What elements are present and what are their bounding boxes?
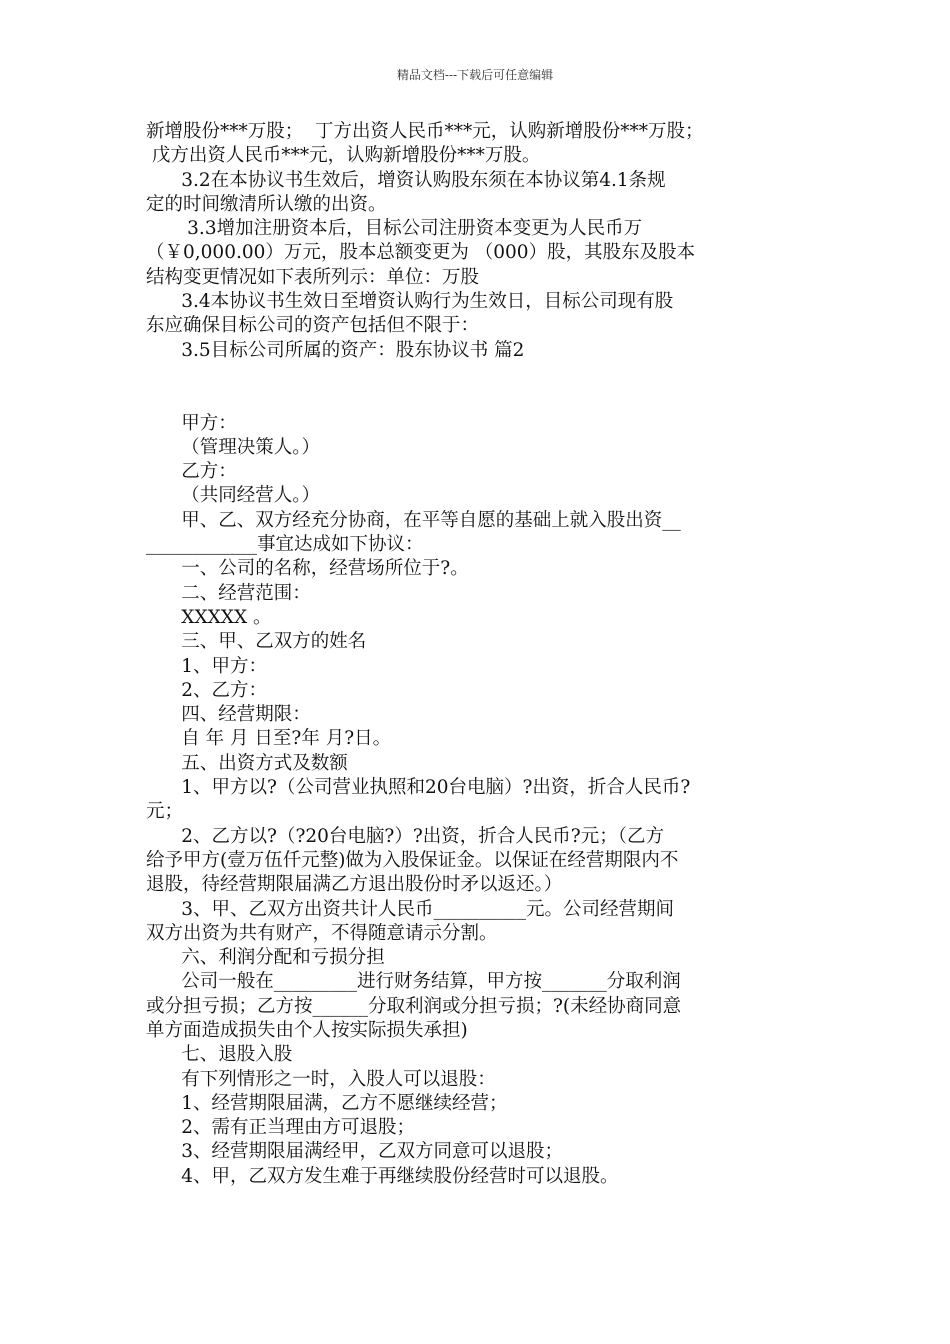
- text-line: 甲方：: [146, 412, 237, 434]
- text-line: 3.4本协议书生效日至增资认购行为生效日，目标公司现有股: [146, 291, 674, 313]
- text-line: 东应确保目标公司的资产包括但不限于：: [146, 315, 480, 337]
- text-line: 3.2在本协议书生效后，增资认购股东须在本协议第4.1条规: [146, 169, 666, 191]
- text-line: 自 年 月 日至?年 月?日。: [146, 728, 392, 750]
- text-line: 元；: [146, 801, 184, 823]
- text-line: （共同经营人。）: [146, 485, 321, 507]
- text-line: 单方面造成损失由个人按实际损失承担): [146, 1019, 468, 1041]
- text-line: 一、公司的名称，经营场所位于?。: [146, 558, 469, 580]
- text-line: 结构变更情况如下表所列示：单位：万股: [146, 266, 480, 288]
- text-line: 三、甲、乙双方的姓名: [146, 631, 367, 653]
- text-line: 戊方出资人民币***元，认购新增股份***万股。: [146, 145, 541, 167]
- section-spacer: [146, 363, 816, 412]
- text-line: 1、经营期限届满，乙方不愿继续经营；: [146, 1092, 508, 1114]
- text-line: 1、甲方以?（公司营业执照和20台电脑）?出资，折合人民币?: [146, 777, 691, 799]
- text-line: 2、乙方以?（?20台电脑?）?出资，折合人民币?元；（乙方: [146, 825, 664, 847]
- text-line: 或分担亏损；乙方按______分取利润或分担亏损；?(未经协商同意: [146, 995, 682, 1017]
- text-line: 2、需有正当理由方可退股；: [146, 1117, 416, 1139]
- text-line: 退股，待经营期限届满乙方退出股份时矛以返还。）: [146, 874, 563, 896]
- section-capital-increase: [146, 120, 816, 363]
- text-line: 3.5目标公司所属的资产：股东协议书 篇2: [146, 339, 525, 361]
- text-line: 2、乙方：: [146, 679, 268, 701]
- text-line: 乙方：: [146, 461, 237, 483]
- text-line: XXXXX 。: [146, 606, 272, 628]
- text-line: 新增股份***万股； 丁方出资人民币***元，认购新增股份***万股；: [146, 121, 704, 142]
- document-body: [146, 120, 816, 1189]
- text-line: （￥0,000.00）万元，股本总额变更为 （000）股，其股东及股本: [146, 242, 696, 264]
- text-line: 甲、乙、双方经充分协商，在平等自愿的基础上就入股出资__: [146, 509, 681, 531]
- text-line: 二、经营范围：: [146, 582, 311, 604]
- text-line: （管理决策人。）: [146, 436, 321, 458]
- page-header: 精品文档---下载后可任意编辑: [396, 68, 554, 82]
- text-line: 3、经营期限届满经甲，乙双方同意可以退股；: [146, 1141, 564, 1163]
- text-line: 有下列情形之一时，入股人可以退股：: [146, 1068, 496, 1090]
- text-line: 公司一般在_________进行财务结算，甲方按_______分取利润: [146, 971, 681, 993]
- text-line: 四、经营期限：: [146, 704, 311, 726]
- text-line: 五、出资方式及数额: [146, 752, 348, 774]
- text-line: 六、利润分配和亏损分担: [146, 947, 385, 969]
- text-line: 给予甲方(壹万伍仟元整)做为入股保证金。以保证在经营期限内不: [146, 849, 679, 871]
- text-line: 七、退股入股: [146, 1044, 293, 1066]
- section-shareholder-agreement: [146, 412, 816, 1190]
- text-line: 3.3增加注册资本后，目标公司注册资本变更为人民币万: [146, 218, 643, 240]
- text-line: 4、甲，乙双方发生难于再继续股份经营时可以退股。: [146, 1165, 619, 1187]
- text-line: 定的时间缴清所认缴的出资。: [146, 193, 387, 215]
- text-line: 3、甲、乙双方出资共计人民币__________元。公司经营期间: [146, 898, 675, 920]
- text-line: 双方出资为共有财产，不得随意请示分割。: [146, 922, 498, 944]
- text-line: 1、甲方：: [146, 655, 268, 677]
- text-line: ____________事宜达成如下协议：: [146, 534, 424, 556]
